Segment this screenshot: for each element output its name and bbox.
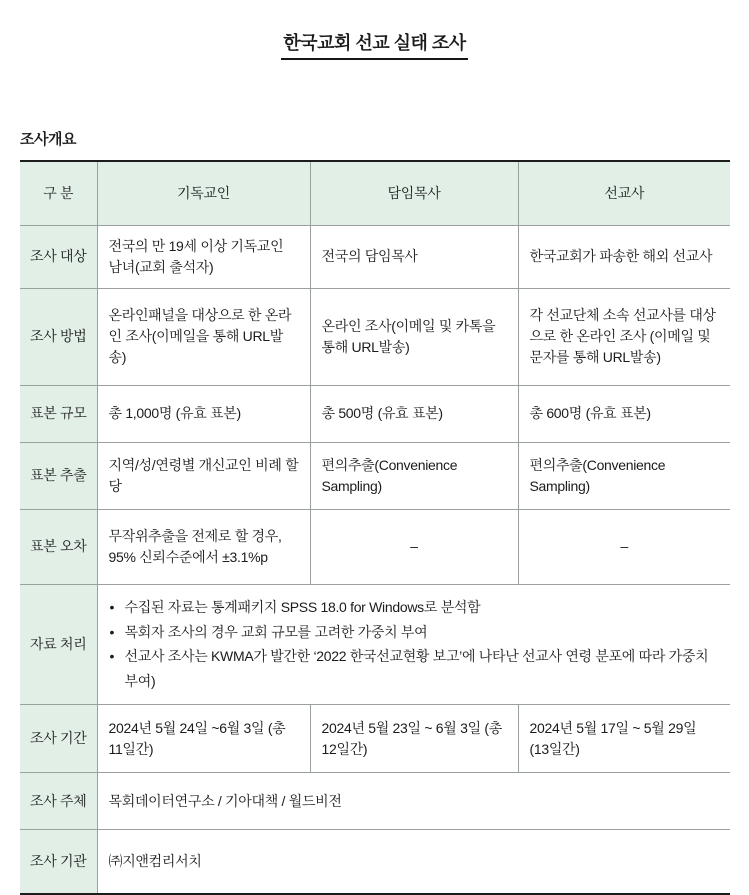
data-processing-bullet-1 (110, 595, 719, 620)
page-title: 한국교회 선교 실태 조사 (281, 29, 467, 60)
header-cell-christians: 기독교인 (97, 161, 310, 225)
cell-period-christians: 2024년 5월 24일 ~6월 3일 (총 11일간) (97, 705, 310, 773)
bullet-icon: • (109, 648, 115, 665)
header-cell-category: 구 분 (20, 161, 97, 225)
cell-sampling-missionaries: 편의추출(Convenience Sampling) (518, 442, 730, 509)
row-label-survey-target: 조사 대상 (20, 225, 97, 288)
bullet-text: 목회자 조사의 경우 교회 규모를 고려한 가중치 부여 (124, 623, 428, 640)
table-row-survey-agency (20, 830, 730, 894)
cell-sampling-pastors: 편의추출(Convenience Sampling) (310, 442, 518, 509)
row-label-sample-size: 표본 규모 (20, 385, 97, 442)
cell-data-processing (97, 584, 730, 705)
cell-error-christians: 무작위추출을 전제로 할 경우, 95% 신뢰수준에서 ±3.1%p (97, 509, 310, 584)
cell-error-pastors: – (310, 509, 518, 584)
cell-method-pastors: 온라인 조사(이메일 및 카톡을 통해 URL발송) (310, 288, 518, 385)
cell-size-pastors: 총 500명 (유효 표본) (310, 385, 518, 442)
table-row-survey-target (20, 225, 730, 288)
cell-size-christians: 총 1,000명 (유효 표본) (97, 385, 310, 442)
cell-target-pastors: 전국의 담임목사 (310, 225, 518, 288)
row-label-sampling-method: 표본 추출 (20, 442, 97, 509)
cell-survey-organizer: 목회데이터연구소 / 기아대책 / 월드비전 (97, 773, 730, 830)
cell-method-christians: 온라인패널을 대상으로 한 온라인 조사(이메일을 통해 URL발송) (97, 288, 310, 385)
table-row-sample-size (20, 385, 730, 442)
title-block (0, 0, 749, 72)
cell-target-missionaries: 한국교회가 파송한 해외 선교사 (518, 225, 730, 288)
row-label-survey-period: 조사 기간 (20, 705, 97, 773)
table-row-data-processing (20, 584, 730, 705)
row-label-data-processing: 자료 처리 (20, 584, 97, 705)
data-processing-bullet-3 (110, 644, 719, 694)
cell-survey-agency: ㈜지앤컴리서치 (97, 830, 730, 894)
row-label-survey-agency: 조사 기관 (20, 830, 97, 894)
cell-size-missionaries: 총 600명 (유효 표본) (518, 385, 730, 442)
survey-overview-table (20, 160, 730, 895)
bullet-text: 선교사 조사는 KWMA가 발간한 ‘2022 한국선교현황 보고’에 나타난 선교사 연령 분포에 따라 가중치 부여) (124, 648, 709, 690)
table-header-row (20, 161, 730, 225)
table-row-sampling-method (20, 442, 730, 509)
table-row-survey-method (20, 288, 730, 385)
cell-period-pastors: 2024년 5월 23일 ~ 6월 3일 (총 12일간) (310, 705, 518, 773)
table-row-sampling-error (20, 509, 730, 584)
cell-method-missionaries: 각 선교단체 소속 선교사를 대상으로 한 온라인 조사 (이메일 및 문자를 통해 URL발송) (518, 288, 730, 385)
table-row-survey-organizer (20, 773, 730, 830)
cell-target-christians: 전국의 만 19세 이상 기독교인 남녀(교회 출석자) (97, 225, 310, 288)
row-label-survey-method: 조사 방법 (20, 288, 97, 385)
row-label-survey-organizer: 조사 주체 (20, 773, 97, 830)
header-cell-missionaries: 선교사 (518, 161, 730, 225)
cell-sampling-christians: 지역/성/연령별 개신교인 비례 할당 (97, 442, 310, 509)
cell-period-missionaries: 2024년 5월 17일 ~ 5월 29일 (13일간) (518, 705, 730, 773)
section-label: 조사개요 (20, 131, 76, 149)
cell-error-missionaries: – (518, 509, 730, 584)
data-processing-bullet-2 (110, 620, 719, 645)
table-row-survey-period (20, 705, 730, 773)
bullet-icon: • (109, 598, 115, 615)
row-label-sampling-error: 표본 오차 (20, 509, 97, 584)
bullet-text: 수집된 자료는 통계패키지 SPSS 18.0 for Windows로 분석함 (124, 598, 481, 615)
bullet-icon: • (109, 623, 115, 640)
header-cell-senior-pastors: 담임목사 (310, 161, 518, 225)
